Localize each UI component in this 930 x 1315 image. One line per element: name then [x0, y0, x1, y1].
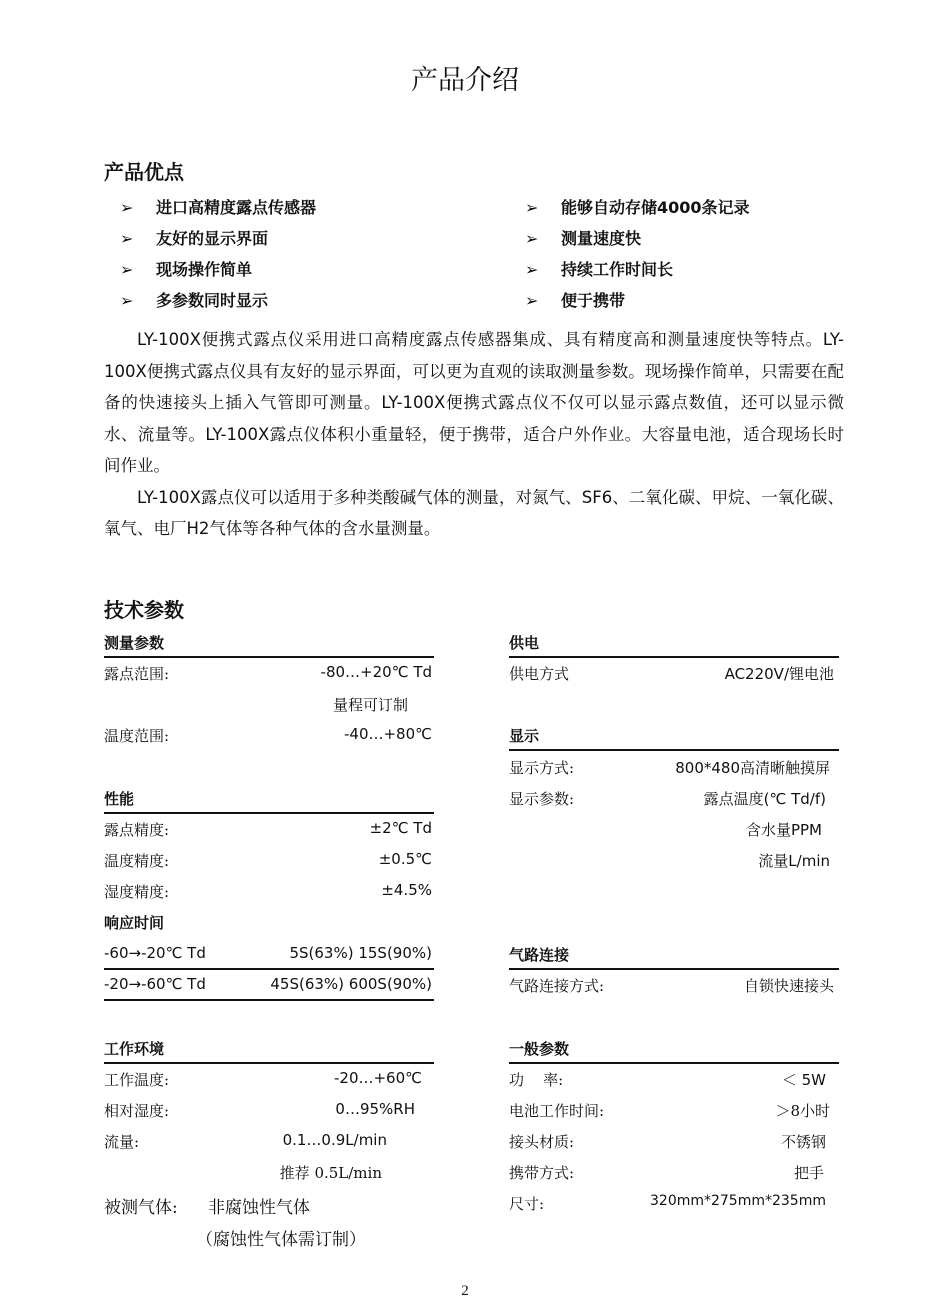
- arrow-bullet-icon: ➢: [120, 291, 134, 310]
- response-row2-label: -20→-60℃ Td: [104, 975, 206, 993]
- power-title: 供电: [509, 634, 540, 652]
- battery-time-label: 电池工作时间:: [509, 1102, 605, 1120]
- arrow-bullet-icon: ➢: [120, 260, 134, 279]
- dew-accuracy-label: 露点精度:: [104, 821, 170, 839]
- page-title: 产品介绍: [411, 65, 519, 96]
- gas-label: 被测气体:: [104, 1198, 178, 1218]
- advantages-heading: 产品优点: [104, 160, 184, 184]
- carry-mode-value: 把手: [793, 1164, 824, 1182]
- response-row2-value: 45S(63%) 600S(90%): [270, 975, 432, 993]
- display-params-value: 露点温度(℃ Td/f): [703, 790, 826, 808]
- list-item: ➢ 便于携带: [525, 291, 626, 310]
- list-item: ➢ 能够自动存储4000条记录: [525, 198, 750, 217]
- gas-note: （腐蚀性气体需订制）: [196, 1230, 366, 1250]
- list-item: ➢ 友好的显示界面: [120, 229, 269, 248]
- display-mode-label: 显示方式:: [509, 759, 575, 777]
- flow-label: 流量:: [104, 1133, 140, 1151]
- list-item: ➢ 进口高精度露点传感器: [120, 198, 317, 217]
- connector-material-value: 不锈钢: [780, 1133, 826, 1151]
- description-paragraph: LY-100X露点仪可以适用于多种类酸碱气体的测量，对氮气、SF6、二氧化碳、甲烷、一氧化碳、氧气、电厂H2气体等各种气体的含水量测量。: [104, 487, 844, 538]
- section-rule: [104, 1062, 434, 1064]
- arrow-bullet-icon: ➢: [525, 260, 539, 279]
- measure-title: 测量参数: [104, 634, 165, 652]
- humidity-accuracy-value: ±4.5%: [381, 881, 432, 899]
- rh-label: 相对湿度:: [104, 1102, 170, 1120]
- response-row1-label: -60→-20℃ Td: [104, 944, 206, 962]
- flow-value: 0.1…0.9L/min: [282, 1131, 387, 1149]
- arrow-bullet-icon: ➢: [525, 229, 539, 248]
- temp-accuracy-label: 温度精度:: [104, 852, 170, 870]
- section-rule: [509, 1062, 839, 1064]
- temp-range-label: 温度范围:: [104, 727, 170, 745]
- dew-range-value: -80…+20℃ Td: [320, 663, 432, 681]
- temp-range-value: -40…+80℃: [343, 725, 432, 743]
- general-title: 一般参数: [509, 1040, 570, 1058]
- gas-connection-label: 气路连接方式:: [509, 977, 605, 995]
- section-rule: [104, 812, 434, 814]
- connector-material-label: 接头材质:: [509, 1133, 575, 1151]
- rh-value: 0…95%RH: [335, 1100, 415, 1118]
- section-rule: [104, 968, 434, 970]
- display-params-value: 含水量PPM: [745, 821, 822, 839]
- environment-title: 工作环境: [104, 1040, 165, 1058]
- dew-accuracy-value: ±2℃ Td: [369, 819, 432, 837]
- humidity-accuracy-label: 湿度精度:: [104, 883, 170, 901]
- arrow-bullet-icon: ➢: [120, 229, 134, 248]
- power-mode-label: 供电方式: [509, 665, 570, 683]
- battery-time-value: ＞8小时: [775, 1102, 830, 1120]
- section-rule: [104, 656, 434, 658]
- response-title: 响应时间: [104, 914, 165, 932]
- rated-power-label: 功 率:: [509, 1071, 564, 1089]
- work-temp-label: 工作温度:: [104, 1071, 170, 1089]
- temp-accuracy-value: ±0.5℃: [378, 850, 432, 868]
- arrow-bullet-icon: ➢: [120, 198, 134, 217]
- description-paragraph: LY-100X便携式露点仪采用进口高精度露点传感器集成、具有精度高和测量速度快等特点。LY-100X便携式露点仪具有友好的显示界面，可以更为直观的读取测量参数。现场操作简单，只需要在配备的快速接头上插入气管即可测量。LY-100X便携式露点仪不仅可以显示露点数值，还可以显示微水、流量等。LY-100X露点仪体积小重量轻，便于携带，适合户外作业。大容量电池，适合现场长时间作业。: [104, 330, 844, 475]
- size-label: 尺寸:: [509, 1195, 545, 1213]
- gas-connection-title: 气路连接: [509, 946, 570, 964]
- section-rule: [104, 999, 434, 1001]
- gas-connection-value: 自锁快速接头: [743, 977, 834, 995]
- response-row1-value: 5S(63%) 15S(90%): [289, 944, 432, 962]
- arrow-bullet-icon: ➢: [525, 198, 539, 217]
- list-item: ➢ 持续工作时间长: [525, 260, 674, 279]
- section-rule: [509, 656, 839, 658]
- display-mode-value: 800*480高清晰触摸屏: [675, 759, 830, 777]
- section-rule: [509, 749, 839, 751]
- specs-heading: 技术参数: [104, 598, 184, 622]
- list-item: ➢ 测量速度快: [525, 229, 642, 248]
- display-title: 显示: [509, 727, 540, 745]
- carry-mode-label: 携带方式:: [509, 1164, 575, 1182]
- description: [104, 324, 844, 545]
- page-number: 2: [461, 1283, 469, 1299]
- work-temp-value: -20…+60℃: [333, 1069, 422, 1087]
- dew-range-note: 量程可订制: [333, 696, 409, 714]
- section-rule: [509, 968, 839, 970]
- rated-power-value: ＜ 5W: [781, 1071, 826, 1089]
- gas-value: 非腐蚀性气体: [208, 1198, 310, 1218]
- dew-range-label: 露点范围:: [104, 665, 170, 683]
- flow-note: 推荐 0.5L/min: [279, 1164, 382, 1182]
- performance-title: 性能: [104, 790, 135, 808]
- list-item: ➢ 多参数同时显示: [120, 291, 269, 310]
- list-item: ➢ 现场操作简单: [120, 260, 253, 279]
- size-value: 320mm*275mm*235mm: [650, 1193, 826, 1209]
- display-params-value: 流量L/min: [758, 852, 830, 870]
- arrow-bullet-icon: ➢: [525, 291, 539, 310]
- display-params-label: 显示参数:: [509, 790, 575, 808]
- power-mode-value: AC220V/锂电池: [724, 665, 834, 683]
